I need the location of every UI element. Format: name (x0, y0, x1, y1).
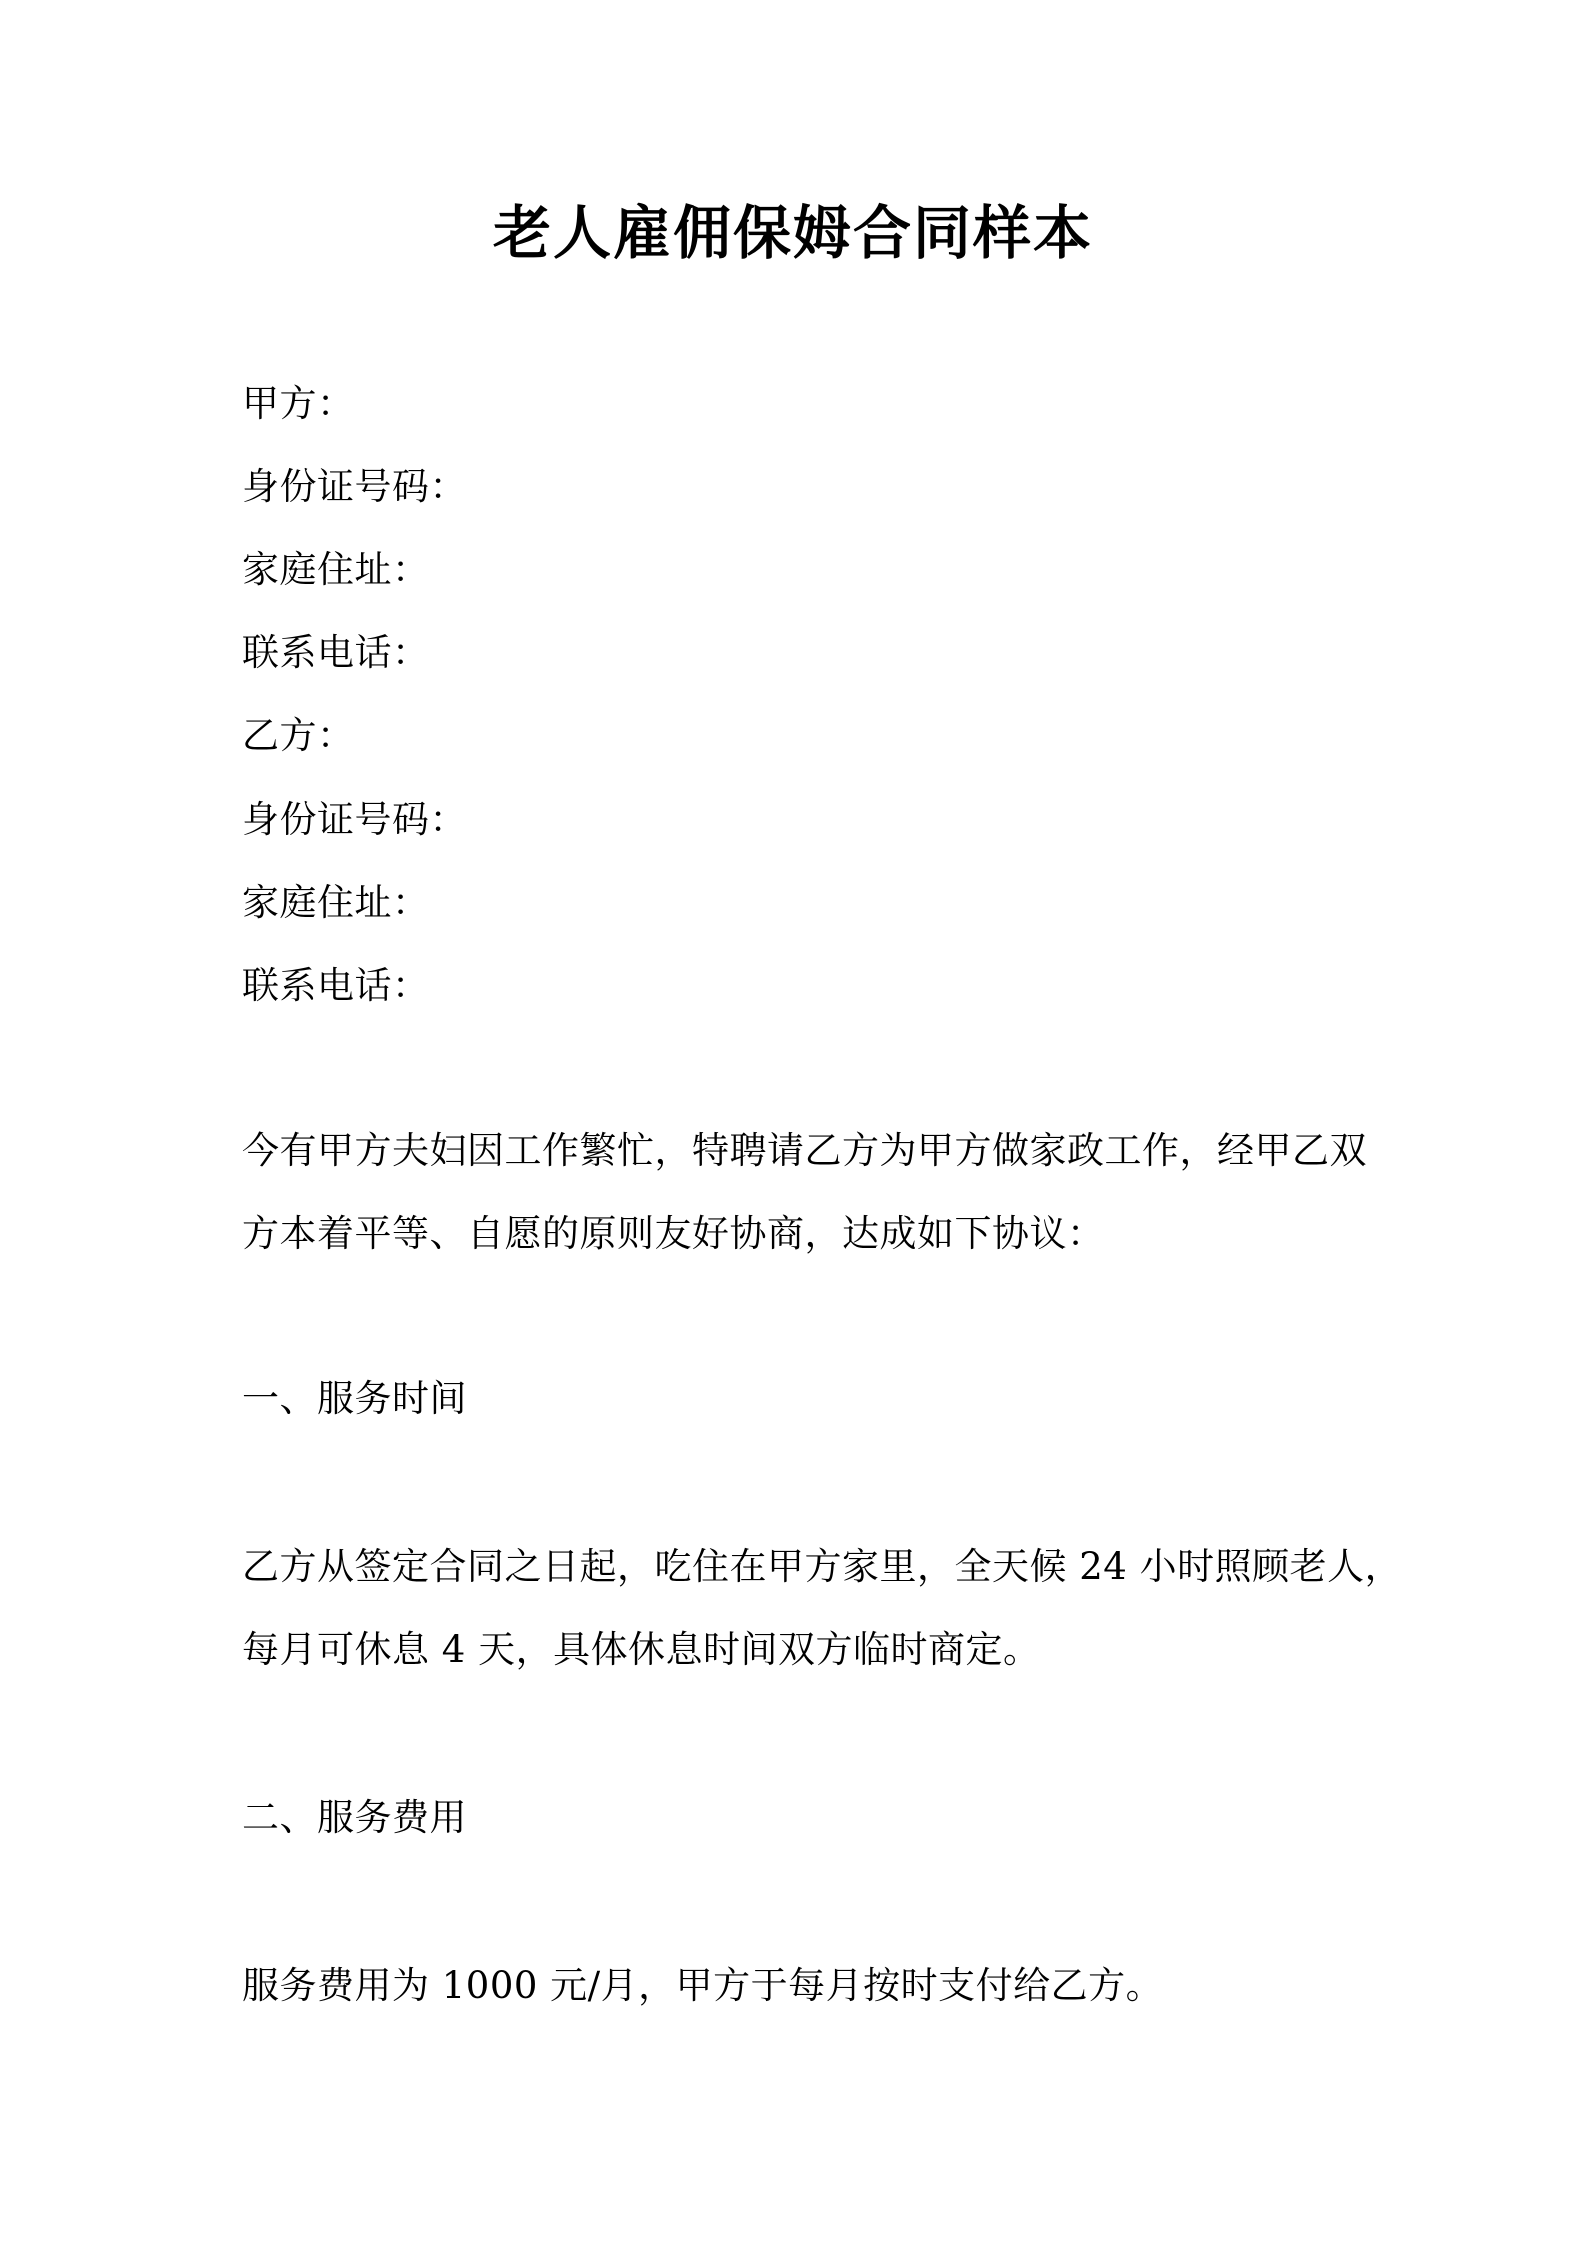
party-b-id-label: 身份证号码： (242, 798, 467, 841)
section-1-line-1: 乙方从签定合同之日起，吃住在甲方家里，全天候 24 小时照顾老人， (242, 1545, 1403, 1588)
intro-line-1: 今有甲方夫妇因工作繁忙，特聘请乙方为甲方做家政工作，经甲乙双 (242, 1129, 1367, 1172)
party-a-id-label: 身份证号码： (242, 465, 467, 508)
section-2-line-1: 服务费用为 1000 元/月，甲方于每月按时支付给乙方。 (242, 1964, 1164, 2007)
party-b-label: 乙方： (242, 714, 355, 757)
intro-line-2: 方本着平等、自愿的原则友好协商，达成如下协议： (242, 1212, 1105, 1255)
section-1-line-2: 每月可休息 4 天，具体休息时间双方临时商定。 (242, 1628, 1041, 1671)
section-2-heading: 二、服务费用 (242, 1796, 467, 1839)
party-b-phone-label: 联系电话： (242, 964, 430, 1007)
party-a-label: 甲方： (242, 382, 355, 425)
section-1-heading: 一、服务时间 (242, 1377, 467, 1420)
document-title: 老人雇佣保姆合同样本 (492, 199, 1093, 267)
party-a-address-label: 家庭住址： (242, 548, 430, 591)
party-b-address-label: 家庭住址： (242, 881, 430, 924)
party-a-phone-label: 联系电话： (242, 631, 430, 674)
